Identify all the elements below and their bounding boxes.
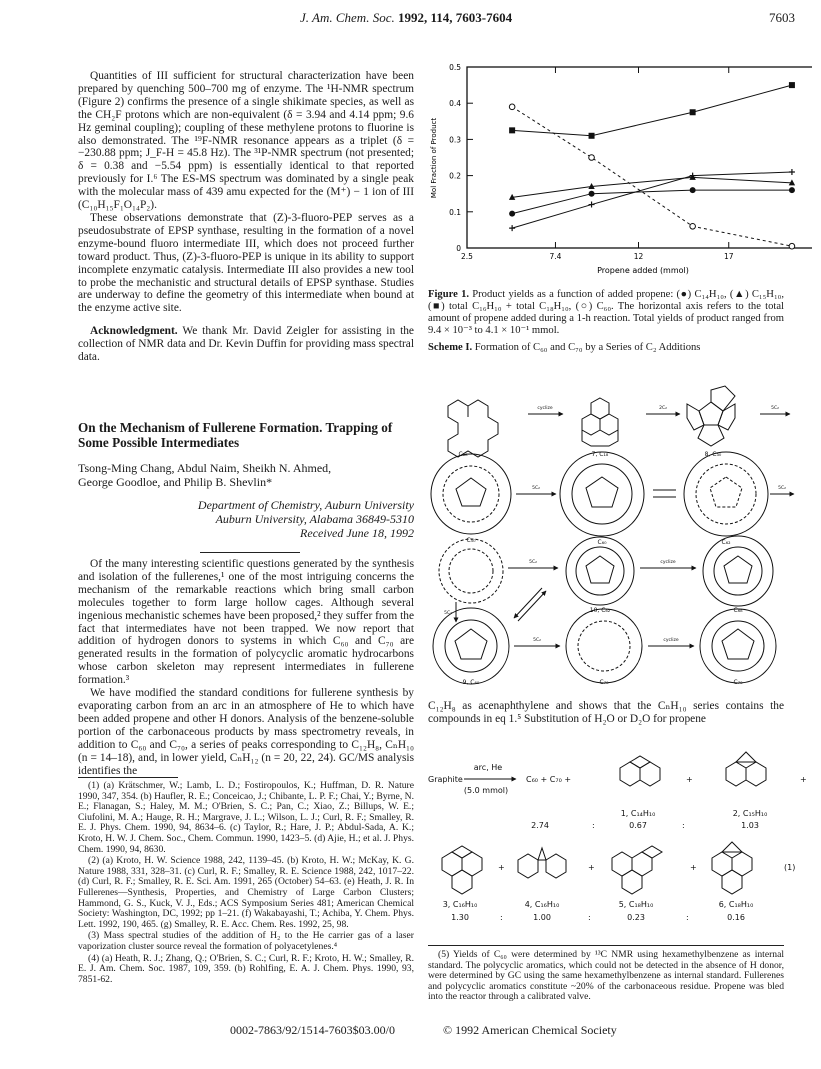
scheme-title-text: Formation of C₆₀ and C₇₀ by a Series of C₂ Additions: [472, 342, 701, 353]
label-10-c62: 10, C₆₂: [589, 607, 611, 614]
c60-cage-9: [433, 608, 509, 684]
data-point-circle-filled: [589, 191, 595, 197]
footer-copyright: © 1992 American Chemical Society: [443, 1023, 617, 1037]
data-point-circle-filled: [690, 187, 696, 193]
y-tick-label: 0.3: [449, 135, 461, 145]
compound-1-structure: [620, 756, 660, 786]
scheme-lead: Scheme I.: [428, 342, 473, 353]
compound-4-label: 4, C₁₆H₁₀: [524, 900, 560, 909]
label-c18: C₁₈: [458, 451, 468, 458]
series-line-circle-filled: [512, 190, 792, 214]
y-tick-label: 0: [456, 244, 461, 253]
data-point-circle-open: [589, 155, 595, 161]
article-paragraph-1: Of the many interesting scientific questions generated by the synthesis and isolation of the fullerenes,¹ one of the most intriguing concerns the mechanism of the remarkable reactions which bring small carbon molecules together to form large hollow cages. Although several ingenious mechanistic schemes have been proposed,² they suffer from the fact that intermediates have not been trapped. We now report that addition of hydrogen donors to systems in which C₆₀ and C₇₀ are generated results in the formation of polycyclic aromatic hydrocarbons whose carbon skeleton may represent intermediates in fullerene formation.³: [78, 558, 414, 687]
compound-1-ratio: 0.67: [629, 821, 647, 830]
compound-2-structure: [726, 752, 766, 786]
y-tick-label: 0.1: [449, 207, 461, 217]
scheme-diagram: [428, 356, 798, 686]
label-8-c30: 8, C₃₀: [704, 451, 722, 458]
paragraph-nmr: Quantities of III sufficient for structural characterization have been prepared by quenching 500–700 mg of enzyme. The ¹H-NMR spectrum (Figure 2) confirms the presence of a single shikimate species, as well as the CH₂F protons which are non-equivalent (δ = 3.94 and 4.14 ppm; 9.6 Hz geminal coupling); coupling of these methylene protons to fluorine is also demonstrated. The ¹⁹F-NMR resonance appears as a triplet (δ = −230.88 ppm; J_F-H = 45.8 Hz). The ³¹P-NMR spectrum (not presented; δ = 0.38 and −5.54 ppm) is essentially identical to that reported previously for I.⁶ The ES-MS spectrum was dominated by a single peak with the molecular mass of 439 amu expected for the (M⁺) − 1 ion of III (C₁₀H₁₅F₁O₁₄P₂).: [78, 70, 414, 212]
equation-1: [428, 730, 808, 930]
compound-5-structure: [612, 846, 662, 894]
data-point-circle-filled: [789, 187, 795, 193]
eq-ratio-sep-3: :: [500, 913, 503, 922]
label-9-c60: 9, C₆₀: [462, 679, 480, 686]
footnote-divider: [428, 945, 784, 946]
footnote-5-text: (5) Yields of C₆₀ were determined by ¹³C NMR using hexamethylbenzene as internal standard. The polycyclic aromatics, which could not be detected in the absence of H donor, were determined by GC using the same hexamethylbenzene as internal standard. Fullerenes and polycyclic aromatics constitute ~20% of the carbonaceous residue. Propene was bled into the reactor through a calibrated valve.: [428, 949, 784, 1003]
figure1-chart: [424, 55, 812, 287]
label-c70: C₇₀: [599, 679, 609, 686]
acknowledgment-lead: Acknowledgment.: [90, 325, 178, 338]
data-point-circle-filled: [509, 211, 515, 217]
eq-plus-2: +: [800, 775, 807, 784]
label-c62: C₆₂: [721, 539, 731, 546]
series-group: [509, 82, 795, 249]
eq-plus-1: +: [686, 775, 693, 784]
label-c50: C₅₀: [466, 537, 476, 544]
c18-cyclic: [582, 398, 618, 446]
compound-3-label: 3, C₁₆H₁₀: [442, 900, 478, 909]
article-paragraph-2: We have modified the standard conditions for fullerene synthesis by evaporating carbon from an arc in an atmosphere of He to which have been added propene and other H donors. Analysis of the benzene-soluble portion of the carbonaceous products by mass spectrometry reveals, in addition to C₆₀ and C₇₀, a series of peaks corresponding to C₁₂H₈, CₙH₁₀ (n = 14–18), and, in lower yield, CₙH₁₂ (n = 20, 22, 24). GC/MS analysis identifies the: [78, 687, 414, 777]
label-c60: C₆₀: [597, 539, 607, 546]
article-body: [78, 558, 414, 777]
data-point-plus: [789, 169, 795, 175]
reference-4: (4) (a) Heath, R. J.; Zhang, Q.; O'Brien, S. C.; Curl, R. F.; Kroto, H. W.; Smalley, R. E. J. Am. Chem. Soc. 1987, 109, 359. (b) Rohlfing, E. A. J. Chem. Phys. 1990, 93, 7851-62.: [78, 952, 414, 985]
compound-3-structure: [442, 846, 482, 894]
figure1-caption-text: Product yields as a function of added propene: (●) C₁₄H₁₀, (▲) C₁₅H₁₀, (■) total C₁₆H₁₀ + total C₁₈H₁₀, (○) C₆₀. The horizontal axis refers to the total amount of propene added during a 1-h reaction. Total yields of product ranged from 9.4 × 10⁻³ to 4.1 × 10⁻¹ mmol.: [428, 289, 784, 336]
right-paragraph: C₁₂H₈ as acenaphthylene and shows that the CₙH₁₀ series contains the compounds in eq 1.⁵ Substitution of H₂O or D₂O for propene: [428, 700, 784, 725]
eq-under-arrow: (5.0 mmol): [463, 786, 509, 795]
page-number: 7603: [769, 10, 795, 25]
c30-cap: [687, 386, 735, 446]
acknowledgment-text: We thank Mr. David Zeigler for assisting in the collection of NMR data and Dr. Kevin Duffin for providing mass spectral data.: [78, 325, 414, 364]
series-line-circle-open: [512, 107, 792, 246]
eq-ratio-c60: 2.74: [531, 821, 549, 830]
data-point-square-filled: [690, 109, 696, 115]
eq-number: (1): [784, 863, 796, 872]
scheme-title: [428, 342, 784, 354]
divider-short: [200, 552, 300, 553]
compound-4-structure: [518, 848, 566, 878]
data-point-square-filled: [509, 127, 515, 133]
c70-cage-final: [700, 609, 776, 683]
arrow-label-2c2: 2C₂: [659, 406, 667, 411]
y-tick-label: 0.5: [449, 63, 461, 72]
series-line-square-filled: [512, 85, 792, 136]
eq-ratio-sep-1: :: [592, 821, 595, 830]
footer-code: 0002-7863/92/1514-7603$03.00/0: [230, 1023, 395, 1037]
y-tick-label: 0.2: [449, 171, 461, 181]
y-tick-label: 0.4: [449, 99, 461, 109]
label-c68: C₆₈: [733, 607, 743, 614]
data-point-plus: [589, 202, 595, 208]
compound-6-structure: [712, 842, 752, 894]
label-c70-final: C₇₀: [733, 679, 743, 686]
arrow-label-cyclize-3: cyclize: [663, 638, 679, 643]
affiliation-2: Auburn University, Alabama 36849-5310: [215, 512, 414, 526]
references: [78, 781, 414, 986]
eq-plus-4: +: [588, 863, 595, 872]
compound-6-label: 6, C₁₈H₁₀: [718, 900, 754, 909]
references-divider: [78, 777, 178, 778]
compound-1-label: 1, C₁₄H₁₀: [620, 809, 656, 818]
figure1-caption-lead: Figure 1.: [428, 289, 470, 300]
left-column-top: [78, 70, 414, 364]
c70-cage: [566, 609, 642, 683]
data-point-circle-open: [789, 243, 795, 249]
axis-ticks: [449, 63, 812, 261]
compound-4-ratio: 1.00: [533, 913, 551, 922]
acknowledgment: [78, 325, 414, 364]
arrow-label-c2-row2b: 5C₂: [778, 486, 786, 491]
running-header: [300, 10, 600, 26]
data-point-square-filled: [589, 133, 595, 139]
y-axis-title: Mol Fraction of Product: [430, 117, 438, 199]
footnote-5: [428, 950, 784, 1004]
eq-reactant: Graphite: [428, 775, 463, 784]
eq-over-arrow: arc, He: [473, 763, 503, 772]
c18-chain: [448, 400, 498, 457]
compound-6-ratio: 0.16: [727, 913, 745, 922]
data-point-circle-open: [690, 223, 696, 229]
c60-cage: [560, 452, 644, 536]
arrow-label-cyclize-1: cyclize: [537, 406, 553, 411]
affiliation-1: Department of Chemistry, Auburn University: [197, 498, 414, 512]
eq-products: C₆₀ + C₇₀ +: [526, 775, 572, 784]
eq-ratio-sep-2: :: [682, 821, 685, 830]
x-tick-label: 7.4: [549, 252, 562, 261]
eq-ratio-sep-5: :: [686, 913, 689, 922]
data-point-circle-open: [509, 104, 515, 110]
compound-3-ratio: 1.30: [451, 913, 469, 922]
compound-5-label: 5, C₁₈H₁₀: [618, 900, 654, 909]
figure1-caption: [428, 289, 784, 337]
compound-5-ratio: 0.23: [627, 913, 645, 922]
arrow-label-c2-row3: 5C₂: [529, 560, 537, 565]
citation: 1992, 114, 7603-7604: [397, 10, 513, 25]
eq-plus-5: +: [690, 863, 697, 872]
authors-line-1: Tsong-Ming Chang, Abdul Naim, Sheikh N. Ahmed,: [78, 461, 332, 475]
eq-plus-3: +: [498, 863, 505, 872]
arrow-label-c2-row4: 5C₂: [533, 638, 541, 643]
arrow-label-c2-row1: 5C₂: [771, 406, 779, 411]
authors-line-2: George Goodloe, and Philip B. Shevlin*: [78, 475, 273, 489]
label-7-c18: 7, C₁₈: [591, 451, 609, 458]
right-column-text: [428, 700, 784, 726]
x-axis-title: Propene added (mmol): [597, 266, 689, 275]
x-tick-label: 2.5: [461, 252, 473, 261]
reference-3: (3) Mass spectral studies of the addition of H₂ to the He carrier gas of a laser vaporization cluster source reveal the formation of polyacetylenes.⁴: [78, 930, 414, 952]
compound-2-ratio: 1.03: [741, 821, 759, 830]
reference-1: (1) (a) Krätschmer, W.; Lamb, L. D.; Fostiropoulos, K.; Huffman, D. R. Nature 1990, 347, 354. (b) Haufler, R. E.; Conceicao, J.; Chibante, L. P. F.; Chai, Y.; Byrne, N. E.; Flanagan, S.; Haley, M. M.; O'Brien, S. C.; Pan, C.; Xiao, Z.; Billups, W. E.; Ciufolini, M. A.; Hauge, R. H.; Margrave, J. L.; Wilson, L. J.; Curl, R. F.; Smalley, R. E. J. Phys. Chem. 1990, 94, 8634–6. (c) Taylor, R.; Hare, J. P.; Abdul-Sada, A. K.; Kroto, H. W. J. Chem. Soc., Chem. Commun. 1990, 1423–5. (d) Ajie, H.; et al. J. Phys. Chem. 1990, 94, 8630.: [78, 780, 414, 855]
data-point-plus: [509, 225, 515, 231]
arrow-label-c2-vertical: 5C₂: [444, 611, 452, 616]
c60-cage-dashed: [684, 452, 768, 536]
x-tick-label: 12: [633, 252, 644, 261]
x-tick-label: 17: [723, 252, 734, 261]
data-point-square-filled: [789, 82, 795, 88]
article-title: On the Mechanism of Fullerene Formation. Trapping of Some Possible Intermediates: [78, 420, 393, 450]
reference-2: (2) (a) Kroto, H. W. Science 1988, 242, 1139–45. (b) Kroto, H. W.; McKay, K. G. Nature 1988, 331, 328–31. (c) Curl, R. F.; Smalley, R. E. Science 1988, 242, 1017–22. (d) Curl, R. F.; Smalley, R. E. Sci. Am. 1991, 265 (October) 54–63. (e) Heath, J. R. In Fullerenes—Synthesis, Properties, and Chemistry of Large Carbon Clusters; Hammond, G. S., Kuck, V. J., Eds.; ACS Symposium Series 481; American Chemical Society: Washington, DC, 1992; pp 1–21. (f) Wakabayashi, T.; Achiba, Y. Chem. Phys. Lett. 1992, 190, 465. (g) Smalley, R. E. Acc. Chem. Res. 1992, 25, 98.: [78, 855, 414, 930]
paragraph-conclusion: These observations demonstrate that (Z)-3-fluoro-PEP serves as a pseudosubstrate of EPSP synthase, resulting in the formation of a novel enzyme-bound fluoro intermediate III, which does not proceed further toward product. Thus, (Z)-3-fluoro-PEP is unique in its ability to support incomplete enzymatic catalysis. Intermediate III also provides a new tool to probe the mechanistic and structural details of EPSP synthase. Studies are underway to define the geometry of this intermediate when bound at the enzyme active site.: [78, 211, 414, 315]
journal-name: J. Am. Chem. Soc.: [300, 10, 395, 25]
arrow-label-c2-row2a: 5C₂: [532, 486, 540, 491]
received-date: Received June 18, 1992: [300, 526, 414, 540]
eq-ratio-sep-4: :: [588, 913, 591, 922]
compound-2-label: 2, C₁₅H₁₀: [732, 809, 768, 818]
arrow-label-cyclize-2: cyclize: [660, 560, 676, 565]
